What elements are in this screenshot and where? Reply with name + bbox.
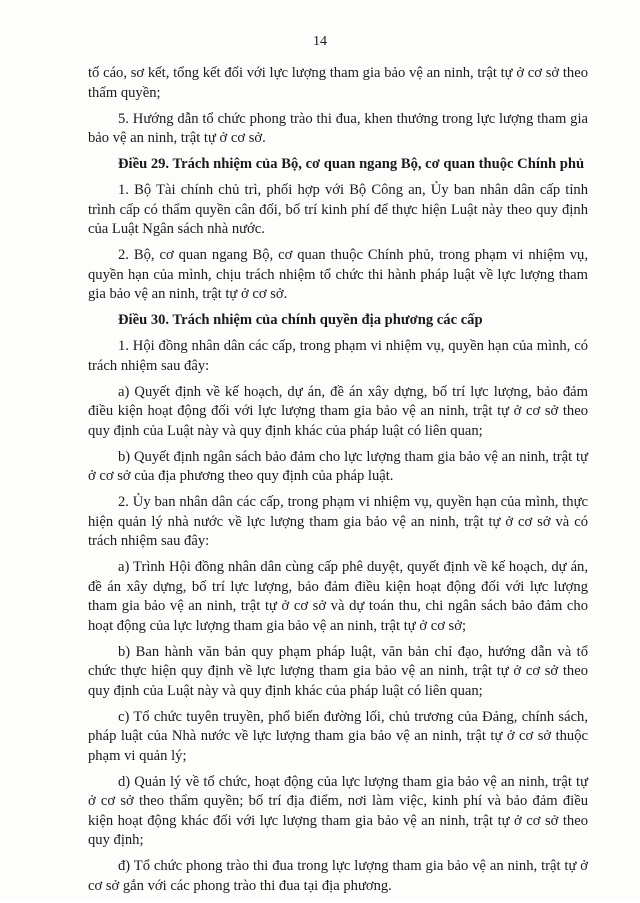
article-30-clause-2-point-a: a) Trình Hội đồng nhân dân cùng cấp phê duyệt, quyết định về kế hoạch, dự án, đề án xây dựng, bố trí lực lượng, bảo đảm điều kiện hoạt động đối với lực lượng tham gia bảo vệ an ninh, trật tự ở cơ sở và dự toán thu, chi ngân sách bảo đảm cho hoạt động của lực lượng tham gia bảo vệ an ninh, trật tự ở cơ sở; (88, 559, 588, 634)
article-30-clause-1-point-a: a) Quyết định về kế hoạch, dự án, đề án xây dựng, bố trí lực lượng, bảo đảm điều kiện hoạt động đối với lực lượng tham gia bảo vệ an ninh, trật tự ở cơ sở theo quy định của Luật này và quy định khác của pháp luật có liên quan; (88, 383, 588, 439)
article-30-clause-1: 1. Hội đồng nhân dân các cấp, trong phạm vi nhiệm vụ, quyền hạn của mình, có trách nhiệm sau đây: (88, 338, 588, 374)
page-number: 14 (313, 34, 327, 49)
document-body (88, 64, 588, 903)
article-30-clause-2-point-c: c) Tổ chức tuyên truyền, phổ biến đường lối, chủ trương của Đảng, chính sách, pháp luật của Nhà nước về lực lượng tham gia bảo vệ an ninh, trật tự ở cơ sở thuộc phạm vi quản lý; (88, 708, 588, 764)
article-30-heading: Điều 30. Trách nhiệm của chính quyền địa phương các cấp (118, 312, 483, 328)
article-30-clause-2-point-d: d) Quản lý về tổ chức, hoạt động của lực lượng tham gia bảo vệ an ninh, trật tự ở cơ sở theo thẩm quyền; bố trí địa điểm, nơi làm việc, kinh phí và bảo đảm điều kiện hoạt động khác đối với lực lượng tham gia bảo vệ an ninh, trật tự ở cơ sở theo quy định; (88, 773, 588, 848)
article-29-heading: Điều 29. Trách nhiệm của Bộ, cơ quan ngang Bộ, cơ quan thuộc Chính phủ (118, 156, 585, 172)
article-29-clause-2: 2. Bộ, cơ quan ngang Bộ, cơ quan thuộc Chính phủ, trong phạm vi nhiệm vụ, quyền hạn của mình, chịu trách nhiệm tổ chức thi hành pháp luật về lực lượng tham gia bảo vệ an ninh, trật tự ở cơ sở. (88, 247, 588, 302)
article-30-clause-2-point-dd: đ) Tổ chức phong trào thi đua trong lực lượng tham gia bảo vệ an ninh, trật tự ở cơ sở gắn với các phong trào thi đua tại địa phương. (88, 858, 588, 894)
article-30-clause-2: 2. Ủy ban nhân dân các cấp, trong phạm vi nhiệm vụ, quyền hạn của mình, thực hiện quản lý nhà nước về lực lượng tham gia bảo vệ an ninh, trật tự ở cơ sở và có trách nhiệm sau đây: (88, 494, 588, 549)
article-29-clause-1: 1. Bộ Tài chính chủ trì, phối hợp với Bộ Công an, Ủy ban nhân dân cấp tỉnh trình cấp có thẩm quyền cân đối, bố trí kinh phí để thực hiện Luật này theo quy định của Luật Ngân sách nhà nước. (88, 182, 588, 237)
paragraph-item-5: 5. Hướng dẫn tổ chức phong trào thi đua, khen thưởng trong lực lượng tham gia bảo vệ an ninh, trật tự ở cơ sở. (88, 110, 588, 146)
article-30-clause-2-point-b: b) Ban hành văn bản quy phạm pháp luật, văn bản chỉ đạo, hướng dẫn và tổ chức thực hiện quy định về lực lượng tham gia bảo vệ an ninh, trật tự ở cơ sở theo quy định của Luật này và quy định khác của pháp luật có liên quan; (88, 643, 588, 699)
article-30-clause-1-point-b: b) Quyết định ngân sách bảo đảm cho lực lượng tham gia bảo vệ an ninh, trật tự ở cơ sở của địa phương theo quy định của pháp luật. (88, 448, 588, 484)
paragraph-continuation: tố cáo, sơ kết, tổng kết đối với lực lượng tham gia bảo vệ an ninh, trật tự ở cơ sở theo thẩm quyền; (88, 65, 588, 101)
